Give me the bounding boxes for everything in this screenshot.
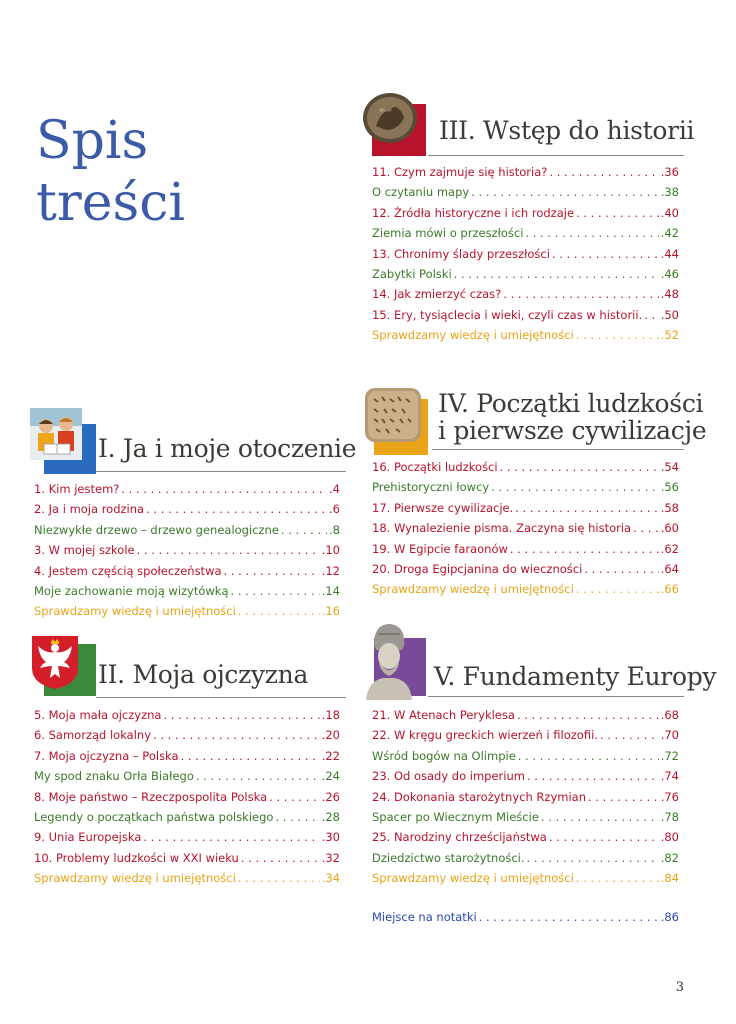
section-1-list: [34, 482, 340, 625]
toc-entry[interactable]: [372, 582, 679, 602]
toc-leader-dots: [196, 769, 320, 783]
toc-leader-dots: [510, 542, 659, 556]
toc-entry-notes[interactable]: [372, 910, 679, 930]
section-4-list: [372, 460, 679, 603]
toc-entry-page: .40: [660, 205, 679, 220]
toc-entry-page: .14: [321, 583, 340, 598]
toc-entry-label: 5. Moja mała ojczyzna: [34, 708, 162, 722]
toc-entry-page: .32: [321, 850, 340, 865]
toc-entry-page: .42: [660, 226, 679, 241]
toc-leader-dots: [576, 206, 659, 220]
toc-entry[interactable]: [372, 247, 679, 267]
toc-entry-page: .22: [321, 748, 340, 763]
toc-entry-label: 4. Jestem częścią społeczeństwa: [34, 563, 222, 578]
toc-entry[interactable]: [34, 790, 340, 810]
toc-leader-dots: [549, 165, 658, 179]
ancient-coin-icon: [362, 92, 418, 144]
toc-entry[interactable]: [34, 769, 340, 789]
toc-entry[interactable]: [372, 810, 679, 830]
toc-entry-page: .56: [660, 480, 679, 495]
toc-leader-dots: [500, 460, 659, 474]
toc-entry[interactable]: [372, 542, 679, 562]
toc-entry-page: .28: [321, 809, 340, 824]
toc-leader-dots: [471, 185, 658, 199]
toc-entry[interactable]: [372, 287, 679, 307]
toc-entry[interactable]: [372, 308, 679, 328]
toc-entry-page: .74: [660, 769, 679, 784]
pericles-bust-icon: [360, 622, 416, 700]
toc-entry-label: 1. Kim jestem?: [34, 482, 120, 496]
toc-entry-label: O czytaniu mapy: [372, 185, 470, 200]
toc-entry[interactable]: [34, 851, 340, 871]
toc-leader-dots: [518, 749, 659, 763]
toc-leader-dots: [541, 810, 659, 824]
toc-entry-label: 15. Ery, tysiąclecia i wieki, czyli czas w historii.: [372, 307, 643, 322]
section-4-title-line1: IV. Początki ludzkości: [438, 389, 704, 418]
toc-entry-page: .16: [321, 604, 340, 619]
toc-entry-page: .26: [321, 789, 340, 804]
toc-entry-label: Sprawdzamy wiedzę i umiejętności: [372, 328, 574, 343]
toc-leader-dots: [269, 790, 320, 804]
toc-entry[interactable]: [372, 501, 679, 521]
toc-entry-page: .80: [660, 830, 679, 845]
toc-entry-page: .30: [321, 830, 340, 845]
toc-entry-label: Dziedzictwo starożytności.: [372, 850, 525, 865]
toc-entry-page: .62: [660, 541, 679, 556]
toc-entry-label: 11. Czym zajmuje się historia?: [372, 165, 548, 179]
toc-entry-label: 6. Samorząd lokalny: [34, 728, 152, 743]
toc-entry[interactable]: [372, 206, 679, 226]
section-2-rule: [96, 697, 346, 698]
toc-entry[interactable]: [372, 460, 679, 480]
toc-entry[interactable]: [34, 830, 340, 850]
toc-entry[interactable]: [372, 708, 679, 728]
toc-leader-dots: [527, 769, 659, 783]
toc-entry-label: 9. Unia Europejska: [34, 830, 142, 845]
toc-entry[interactable]: [372, 769, 679, 789]
toc-entry-label: 17. Pierwsze cywilizacje.: [372, 500, 514, 515]
toc-leader-dots: [584, 562, 658, 576]
toc-entry-label: 25. Narodziny chrześcijaństwa: [372, 830, 547, 845]
toc-entry-label: 21. W Atenach Peryklesa: [372, 708, 515, 722]
section-1-title: I. Ja i moje otoczenie: [98, 434, 357, 463]
toc-leader-dots: [146, 502, 327, 516]
toc-entry[interactable]: [372, 480, 679, 500]
toc-entry-page: .54: [660, 460, 679, 474]
toc-entry-page: .84: [660, 871, 679, 886]
toc-entry[interactable]: [372, 749, 679, 769]
section-5-rule: [428, 696, 684, 697]
toc-entry[interactable]: [34, 728, 340, 748]
section-2-title: II. Moja ojczyzna: [98, 660, 309, 689]
toc-entry-label: 12. Źródła historyczne i ich rodzaje: [372, 205, 575, 220]
toc-leader-dots: [181, 749, 320, 763]
toc-entry-label: 3. W mojej szkole: [34, 543, 135, 558]
toc-entry-label: Wśród bogów na Olimpie: [372, 748, 516, 763]
toc-entry-page: .64: [660, 561, 679, 576]
toc-entry-label: Spacer po Wiecznym Mieście: [372, 809, 539, 824]
toc-entry-label: Sprawdzamy wiedzę i umiejętności: [34, 604, 236, 619]
toc-leader-dots: [163, 708, 319, 722]
toc-entry[interactable]: [372, 521, 679, 541]
section-5-list: [372, 708, 679, 892]
toc-leader-dots: [137, 543, 320, 557]
toc-entry-label: Sprawdzamy wiedzę i umiejętności: [372, 871, 574, 886]
toc-entry[interactable]: [34, 708, 340, 728]
toc-entry-label: 24. Dokonania starożytnych Rzymian: [372, 789, 586, 804]
toc-entry-page: .10: [321, 543, 340, 558]
toc-entry-page: .52: [660, 328, 679, 343]
toc-entry-page: .34: [321, 871, 340, 886]
toc-entry-label: Niezwykłe drzewo – drzewo genealogiczne: [34, 522, 279, 537]
polish-eagle-emblem-icon: [30, 634, 80, 690]
toc-entry[interactable]: [34, 543, 340, 563]
toc-entry-label: Legendy o początkach państwa polskiego: [34, 809, 274, 824]
toc-entry-label: Miejsce na notatki: [372, 910, 477, 924]
notes-list: [372, 910, 679, 930]
toc-entry-label: Sprawdzamy wiedzę i umiejętności: [372, 582, 574, 597]
toc-entry-label: 18. Wynalezienie pisma. Zaczyna się historia: [372, 521, 632, 536]
toc-entry-page: .78: [660, 809, 679, 824]
toc-entry-label: 13. Chronimy ślady przeszłości: [372, 246, 550, 261]
toc-entry-label: 23. Od osady do imperium: [372, 769, 525, 784]
toc-leader-dots: [238, 871, 320, 885]
toc-entry-page: .4: [329, 482, 340, 496]
toc-entry[interactable]: [34, 584, 340, 604]
toc-entry-page: .50: [660, 307, 679, 322]
toc-entry[interactable]: [372, 165, 679, 185]
toc-entry[interactable]: [34, 749, 340, 769]
toc-entry-label: 16. Początki ludzkości: [372, 460, 498, 474]
toc-leader-dots: [224, 564, 320, 578]
toc-entry[interactable]: [34, 871, 340, 891]
toc-leader-dots: [143, 830, 319, 844]
toc-leader-dots: [633, 521, 659, 535]
toc-leader-dots: [576, 582, 659, 596]
toc-entry-label: 7. Moja ojczyzna – Polska: [34, 748, 179, 763]
toc-leader-dots: [515, 501, 658, 515]
toc-entry[interactable]: [372, 562, 679, 582]
toc-entry-label: Moje zachowanie moją wizytówką: [34, 583, 229, 598]
toc-entry-page: .36: [660, 165, 679, 179]
toc-entry-label: 22. W kręgu greckich wierzeń i filozofii.: [372, 728, 598, 743]
toc-leader-dots: [588, 790, 659, 804]
toc-entry[interactable]: [34, 810, 340, 830]
section-5-title: V. Fundamenty Europy: [434, 662, 717, 691]
toc-leader-dots: [121, 482, 327, 496]
toc-entry-page: .12: [321, 563, 340, 578]
section-3-rule: [428, 155, 684, 156]
toc-leader-dots: [491, 480, 659, 494]
page-title: [36, 110, 185, 234]
toc-leader-dots: [479, 910, 659, 924]
section-3-list: [372, 165, 679, 349]
toc-leader-dots: [153, 728, 320, 742]
toc-entry[interactable]: [34, 502, 340, 522]
toc-leader-dots: [231, 584, 320, 598]
toc-leader-dots: [527, 851, 659, 865]
toc-leader-dots: [600, 728, 659, 742]
toc-entry[interactable]: [34, 523, 340, 543]
toc-entry-page: .18: [321, 708, 340, 722]
toc-entry[interactable]: [372, 851, 679, 871]
toc-leader-dots: [275, 810, 319, 824]
toc-leader-dots: [576, 871, 659, 885]
toc-entry[interactable]: [34, 564, 340, 584]
toc-entry-page: .60: [660, 521, 679, 536]
toc-entry-label: 19. W Egipcie faraonów: [372, 541, 508, 556]
toc-entry-page: .24: [321, 769, 340, 784]
page-title-line1: Spis: [36, 111, 149, 171]
toc-entry[interactable]: [372, 830, 679, 850]
toc-entry-page: .76: [660, 789, 679, 804]
toc-entry[interactable]: [372, 226, 679, 246]
toc-entry-page: .46: [660, 266, 679, 281]
toc-entry[interactable]: [372, 267, 679, 287]
toc-leader-dots: [281, 523, 327, 537]
toc-entry[interactable]: [372, 790, 679, 810]
toc-entry-page: .68: [660, 708, 679, 722]
toc-leader-dots: [549, 830, 659, 844]
toc-leader-dots: [525, 226, 658, 240]
toc-entry-page: .82: [660, 850, 679, 865]
toc-entry-page: .38: [660, 185, 679, 200]
toc-entry-page: .20: [321, 728, 340, 743]
section-4-rule: [432, 449, 684, 450]
toc-entry-label: Prehistoryczni łowcy: [372, 480, 490, 495]
toc-entry-page: .86: [660, 910, 679, 924]
toc-entry-page: .8: [329, 522, 340, 537]
toc-entry-label: Zabytki Polski: [372, 266, 452, 281]
toc-entry-page: .58: [660, 500, 679, 515]
toc-entry[interactable]: [372, 185, 679, 205]
toc-entry-label: 2. Ja i moja rodzina: [34, 502, 145, 517]
toc-leader-dots: [238, 604, 320, 618]
toc-entry-label: 8. Moje państwo – Rzeczpospolita Polska: [34, 789, 268, 804]
section-3-title: III. Wstęp do historii: [439, 116, 695, 145]
toc-entry[interactable]: [372, 871, 679, 891]
section-2-list: [34, 708, 340, 892]
toc-entry-page: .6: [329, 502, 340, 517]
toc-entry-label: Sprawdzamy wiedzę i umiejętności: [34, 871, 236, 886]
toc-leader-dots: [644, 308, 658, 322]
toc-entry-label: 10. Problemy ludzkości w XXI wieku: [34, 850, 239, 865]
children-reading-icon: [30, 408, 82, 460]
cuneiform-tablet-icon: [362, 385, 424, 445]
toc-entry-page: .44: [660, 246, 679, 261]
toc-leader-dots: [454, 267, 659, 281]
toc-entry-page: .48: [660, 287, 679, 302]
toc-leader-dots: [576, 328, 659, 342]
page-number: 3: [675, 980, 684, 995]
section-4-title-line2: i pierwsze cywilizacje: [438, 416, 707, 445]
toc-leader-dots: [517, 708, 659, 722]
toc-leader-dots: [503, 287, 658, 301]
toc-entry-label: 14. Jak zmierzyć czas?: [372, 287, 502, 302]
page-title-line2: treści: [36, 173, 185, 233]
section-1-rule: [96, 471, 346, 472]
toc-entry-page: .70: [660, 728, 679, 743]
toc-entry-page: .66: [660, 582, 679, 597]
toc-entry[interactable]: [34, 604, 340, 624]
toc-leader-dots: [241, 851, 320, 865]
toc-leader-dots: [552, 247, 659, 261]
toc-entry-page: .72: [660, 748, 679, 763]
toc-entry[interactable]: [372, 328, 679, 348]
toc-entry-label: 20. Droga Egipcjanina do wieczności: [372, 561, 583, 576]
toc-entry-label: Ziemia mówi o przeszłości: [372, 226, 524, 241]
toc-entry[interactable]: [372, 728, 679, 748]
toc-entry-label: My spod znaku Orła Białego: [34, 769, 194, 784]
toc-entry[interactable]: [34, 482, 340, 502]
